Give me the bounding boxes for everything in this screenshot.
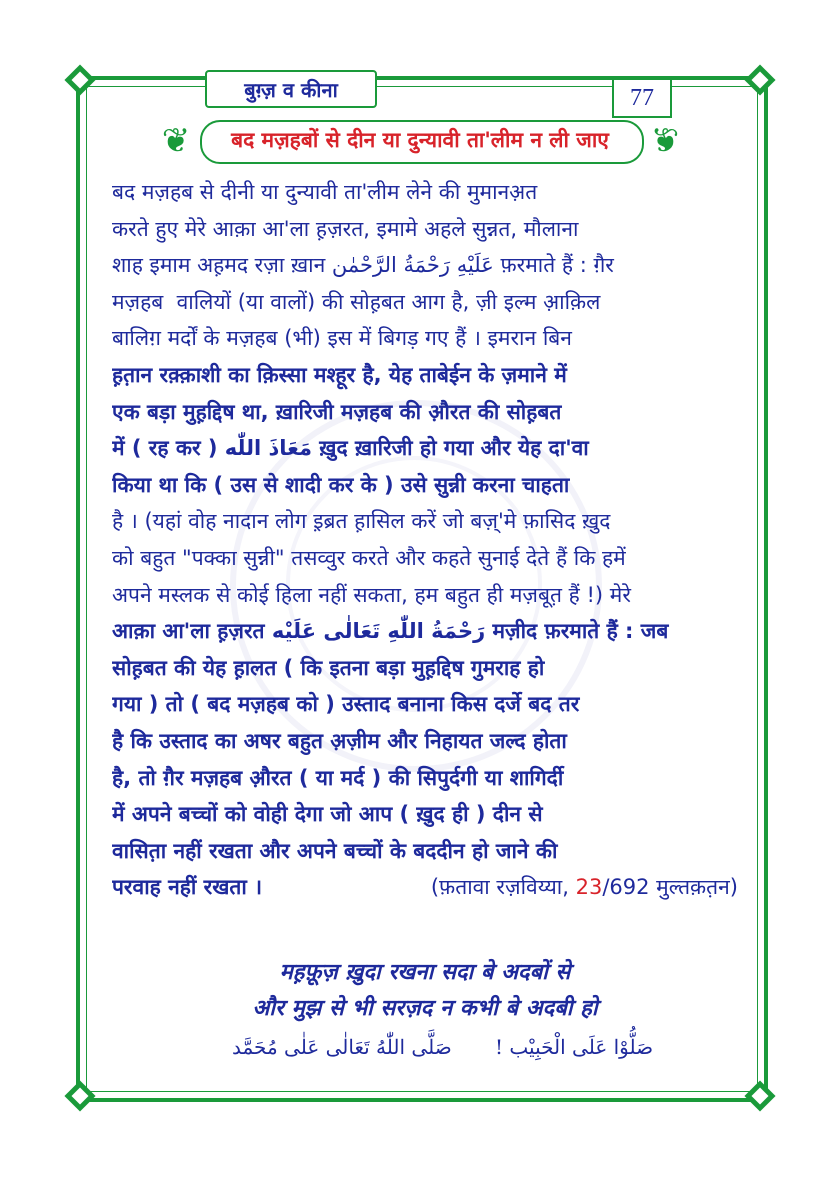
body-line bbox=[112, 796, 738, 833]
arabic-salutation-right: صَلَّی اللّٰهُ تَعَالٰی عَلٰی مُحَمَّد bbox=[232, 1035, 452, 1059]
body-line-text: मज़हब वालियों (या वालों) की सोह़बत आग है, ज़ी इल्म आ़क़िल bbox=[112, 289, 601, 314]
citation-source: (फ़तावा रज़विय्या, bbox=[430, 875, 576, 900]
body-last-line-text: परवाह नहीं रखता । bbox=[112, 875, 263, 900]
body-line-text: है कि उस्ताद का अषर बहुत अ़ज़ीम और निहायत जल्द होता bbox=[112, 728, 567, 753]
body-line bbox=[112, 320, 738, 357]
body-line-text: बद मज़हब से दीनी या दुन्यावी ता'लीम लेने की मुमानअ़त bbox=[112, 180, 538, 204]
body-line bbox=[112, 357, 738, 394]
body-line bbox=[112, 394, 738, 431]
citation-note: मुल्तक़त़न) bbox=[649, 875, 738, 900]
banner-ornament-left-icon: ❦ bbox=[161, 121, 191, 161]
arabic-salutation-left: صَلُّوْا عَلَی الْحَبِیْب ! bbox=[495, 1035, 654, 1059]
body-line bbox=[112, 211, 738, 248]
body-line bbox=[112, 503, 738, 540]
citation bbox=[431, 869, 738, 906]
body-line bbox=[112, 723, 738, 760]
body-line bbox=[112, 650, 738, 687]
body-line-text: ह़त़ान रक़्क़ाशी का क़िस्सा मश्हूर है, येह ताबेईन के ज़माने में bbox=[112, 362, 567, 387]
page-number-text: 77 bbox=[630, 84, 654, 111]
body-line bbox=[112, 686, 738, 723]
body-line bbox=[112, 467, 738, 504]
running-header-title-text: बुग़्ज़ व कीना bbox=[244, 77, 338, 102]
body-line-text: किया था कि ( उस से शादी कर के ) उसे सुन्नी करना चाहता bbox=[112, 472, 570, 497]
body-line-text: शाह इमाम अह़मद रज़ा ख़ान عَلَيْهِ رَحْمَةُ الرَّحْمٰن फ़रमाते हैं : ग़ैर bbox=[112, 253, 614, 278]
section-heading-banner bbox=[148, 118, 693, 166]
body-line-text: को बहुत "पक्का सुन्नी" तसव्वुर करते और कहते सुनाई देते हैं कि हमें bbox=[112, 545, 626, 570]
body-line-text: है, तो ग़ैर मज़हब औ़रत ( या मर्द ) की सिपुर्दगी या शागिर्दी bbox=[112, 765, 564, 790]
body-line-text: गया ) तो ( बद मज़हब को ) उस्ताद बनाना किस दर्जे बद तर bbox=[112, 692, 580, 717]
body-line-text: में अपने बच्चों को वोही देगा जो आप ( ख़ुद ही ) दीन से bbox=[112, 802, 543, 827]
running-header-title bbox=[205, 70, 377, 108]
banner-ornament-right-icon: ❦ bbox=[650, 121, 680, 161]
body-line bbox=[112, 247, 738, 284]
closing-couplet bbox=[112, 955, 738, 1027]
body-line-text: वासित़ा नहीं रखता और अपने बच्चों के बददीन हो जाने की bbox=[112, 838, 558, 863]
body-line-text: में ( रह कर ) مَعَاذَ اللّٰه ख़ुद ख़ारिजी हो गया और येह दा'वा bbox=[112, 436, 589, 461]
couplet-line-2: और मुझ से भी सरज़द न कभी बे अदबी हो bbox=[252, 996, 598, 1021]
body-line bbox=[112, 284, 738, 321]
body-line-text: आक़ा आ'ला ह़ज़रत رَحْمَةُ اللّٰهِ تَعَالٰی عَلَیْه मज़ीद फ़रमाते हैं : जब bbox=[112, 619, 669, 644]
body-line-text: एक बड़ा मुह़द्दिष था, ख़ारिजी मज़हब की औ़रत की सोह़बत bbox=[112, 399, 562, 424]
body-line-text: बालिग़ मर्दों के मज़हब (भी) इस में बिगड़ गए हैं । इमरान बिन bbox=[112, 326, 572, 351]
body-line bbox=[112, 833, 738, 870]
body-line bbox=[112, 577, 738, 614]
body-line-text: अपने मस्लक से कोई हिला नहीं सकता, हम बहुत ही मज़बूत़ हैं !) मेरे bbox=[112, 582, 631, 607]
body-line bbox=[112, 174, 738, 211]
body-paragraph bbox=[112, 174, 738, 906]
body-line-text: है । (यहां वोह नादान लोग इ़ब्रत ह़ासिल करें जो बज़्'मे फ़ासिद ख़ुद bbox=[112, 509, 611, 534]
body-line bbox=[112, 540, 738, 577]
body-last-line bbox=[112, 869, 738, 906]
body-line bbox=[112, 430, 738, 467]
body-line bbox=[112, 760, 738, 797]
section-heading: बद मज़हबों से दीन या दुन्यावी ता'लीम न ली जाए bbox=[231, 128, 609, 152]
couplet-line-1: मह़फ़ूज़ ख़ुदा रखना सदा बे अदबों से bbox=[279, 960, 571, 985]
body-line bbox=[112, 613, 738, 650]
page-number bbox=[612, 78, 672, 118]
citation-volume: 23 bbox=[575, 875, 603, 900]
body-line-text: सोह़बत की येह ह़ालत ( कि इतना बड़ा मुह़द्दिष गुमराह हो bbox=[112, 655, 545, 680]
body-line-text: करते हुए मेरे आक़ा आ'ला ह़ज़रत, इमामे अहले सुन्नत, मौलाना bbox=[112, 216, 579, 241]
citation-page: /692 bbox=[602, 875, 650, 900]
